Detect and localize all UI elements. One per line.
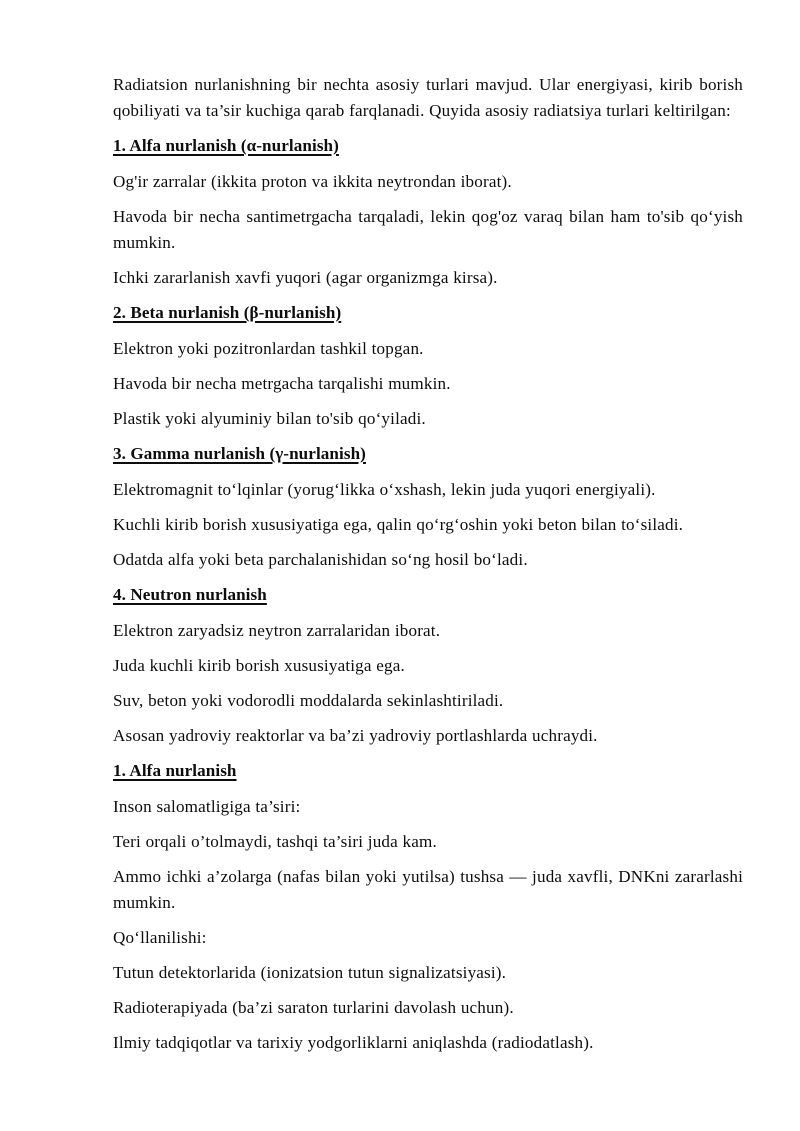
heading-alfa-nurlanish: 1. Alfa nurlanish (α-nurlanish) [113,136,339,155]
paragraph-gamma-3: Odatda alfa yoki beta parchalanishidan soʻng hosil boʻladi. [113,550,528,569]
paragraph-neutron-3: Suv, beton yoki vodorodli moddalarda sekinlashtiriladi. [113,691,504,710]
paragraph-gamma-2: Kuchli kirib borish xususiyatiga ega, qalin qoʻrgʻoshin yoki beton bilan toʻsiladi. [113,515,684,534]
heading-gamma-nurlanish: 3. Gamma nurlanish (γ-nurlanish) [113,444,366,463]
paragraph-neutron-4: Asosan yadroviy reaktorlar va ba’zi yadroviy portlashlarda uchraydi. [113,726,598,745]
heading-neutron-nurlanish: 4. Neutron nurlanish [113,585,267,604]
paragraph-health-1: Teri orqali o’tolmaydi, tashqi ta’siri juda kam. [113,832,437,851]
paragraph-usage-2: Radioterapiyada (ba’zi saraton turlarini davolash uchun). [113,998,514,1017]
paragraph-beta-2: Havoda bir necha metrgacha tarqalishi mumkin. [113,374,451,393]
paragraph-intro: Radiatsion nurlanishning bir nechta asosiy turlari mavjud. Ular energiyasi, kirib borish qobiliyati va ta’sir kuchiga qarab farqlanadi. Quyida asosiy radiatsiya turlari keltirilgan: [113,75,743,120]
paragraph-usage-3: Ilmiy tadqiqotlar va tarixiy yodgorliklarni aniqlashda (radiodatlash). [113,1033,594,1052]
paragraph-health-label: Inson salomatligiga ta’siri: [113,797,301,816]
paragraph-neutron-1: Elektron zaryadsiz neytron zarralaridan iborat. [113,621,441,640]
document-body [113,72,743,1065]
paragraph-alfa-2: Havoda bir necha santimetrgacha tarqaladi, lekin qog'oz varaq bilan ham to'sib qoʻyish mumkin. [113,207,743,252]
paragraph-beta-3: Plastik yoki alyuminiy bilan to'sib qoʻyiladi. [113,409,426,428]
heading-alfa-nurlanish-effects: 1. Alfa nurlanish [113,761,237,780]
paragraph-health-2: Ammo ichki a’zolarga (nafas bilan yoki yutilsa) tushsa — juda xavfli, DNKni zararlashi mumkin. [113,867,743,912]
paragraph-neutron-2: Juda kuchli kirib borish xususiyatiga ega. [113,656,405,675]
heading-beta-nurlanish: 2. Beta nurlanish (β-nurlanish) [113,303,342,322]
paragraph-alfa-1: Og'ir zarralar (ikkita proton va ikkita neytrondan iborat). [113,172,512,191]
paragraph-beta-1: Elektron yoki pozitronlardan tashkil topgan. [113,339,424,358]
paragraph-usage-label: Qoʻllanilishi: [113,928,207,947]
paragraph-alfa-3: Ichki zararlanish xavfi yuqori (agar organizmga kirsa). [113,268,498,287]
paragraph-gamma-1: Elektromagnit toʻlqinlar (yorugʻlikka oʻxshash, lekin juda yuqori energiyali). [113,480,656,499]
paragraph-usage-1: Tutun detektorlarida (ionizatsion tutun signalizatsiyasi). [113,963,507,982]
